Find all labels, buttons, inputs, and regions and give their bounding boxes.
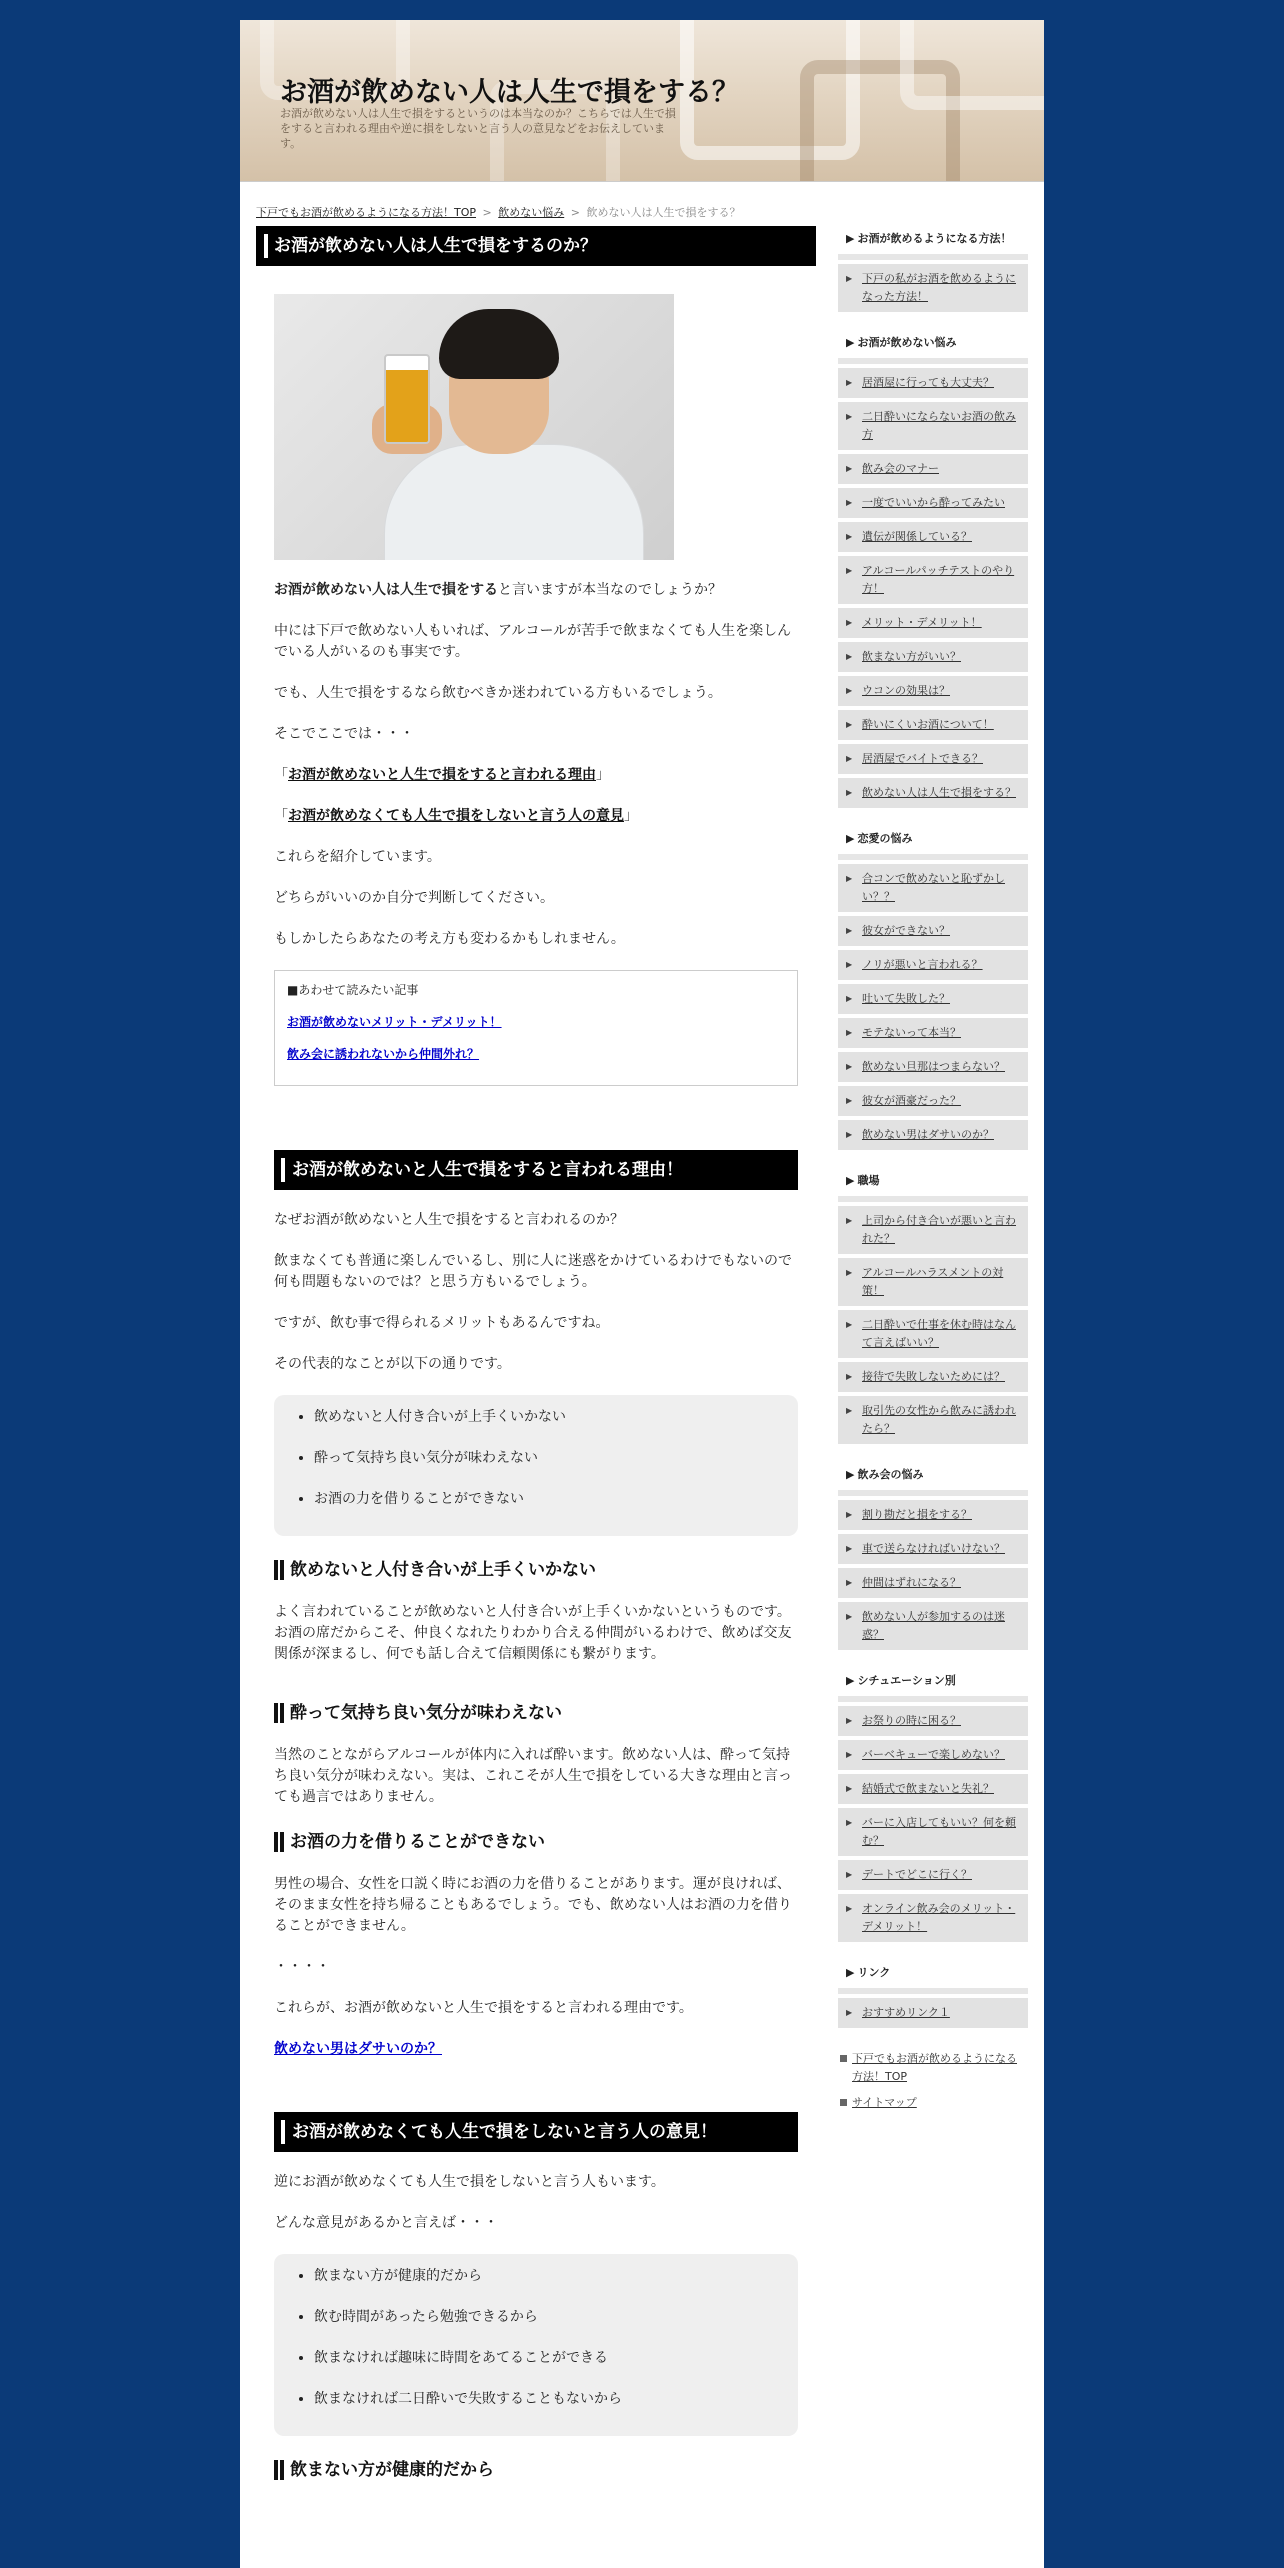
sidebar-item[interactable]: ▶ アルコールパッチテストのやり方！ — [838, 556, 1028, 604]
sidebar-footer-link[interactable]: 下戸でもお酒が飲めるようになる方法！TOP — [838, 2046, 1028, 2090]
sidebar-item[interactable]: ▶ 飲めない人が参加するのは迷惑？ — [838, 1602, 1028, 1650]
sidebar-item[interactable]: ▶ モテないって本当？ — [838, 1018, 1028, 1048]
sidebar-list — [838, 368, 1028, 808]
intro-paragraph: もしかしたらあなたの考え方も変わるかもしれません。 — [274, 931, 625, 947]
intro-paragraph: 中には下戸で飲めない人もいれば、アルコールが苦手で飲まなくても人生を楽しんでいる人がいるのも事実です。 — [274, 623, 792, 660]
triangle-icon: ▶ — [846, 1468, 855, 1481]
breadcrumb — [256, 204, 740, 220]
sidebar-item[interactable]: ▶ 飲めない人は人生で損をする？ — [838, 778, 1028, 808]
page-wrapper — [240, 20, 1044, 2568]
main-content — [256, 226, 816, 2482]
sidebar-group — [838, 1462, 1028, 1650]
sidebar-group-title: ▶ お酒が飲めるようになる方法！ — [838, 226, 1028, 260]
section-paragraph: よく言われていることが飲めないと人付き合いが上手くいかないというものです。お酒の席だからこそ、仲良くなれたりわかり合える仲間がいるわけで、飲めば交友関係が深まるし、何でも話し合えて信頼関係にも繋がります。 — [274, 1604, 792, 1662]
sidebar-item[interactable]: ▶ おすすめリンク１ — [838, 1998, 1028, 2028]
subheading: お酒の力を借りることができない — [274, 1830, 798, 1854]
site-header — [240, 20, 1044, 182]
sidebar-group — [838, 330, 1028, 808]
beer-glass — [384, 354, 430, 444]
section-paragraph: 逆にお酒が飲めなくても人生で損をしないと言う人もいます。 — [274, 2174, 665, 2190]
sidebar-item[interactable]: ▶ デートでどこに行く？ — [838, 1860, 1028, 1890]
sidebar-item[interactable]: ▶ 車で送らなければいけない？ — [838, 1534, 1028, 1564]
section-paragraph: これらが、お酒が飲めないと人生で損をすると言われる理由です。 — [274, 2000, 693, 2016]
related-articles-box — [274, 970, 798, 1086]
section-paragraph: その代表的なことが以下の通りです。 — [274, 1356, 511, 1372]
sidebar-item[interactable]: ▶ 彼女ができない？ — [838, 916, 1028, 946]
list-item: • 飲まなければ二日酔いで失敗することもないから — [314, 2389, 784, 2409]
sidebar-item[interactable]: ▶ 割り勘だと損をする？ — [838, 1500, 1028, 1530]
sidebar-item[interactable]: ▶ 取引先の女性から飲みに誘われたら？ — [838, 1396, 1028, 1444]
sidebar-group-title: ▶ 恋愛の悩み — [838, 826, 1028, 860]
sidebar-item[interactable]: ▶ 合コンで飲めないと恥ずかしい？？ — [838, 864, 1028, 912]
sidebar-item[interactable]: ▶ バーベキューで楽しめない？ — [838, 1740, 1028, 1770]
site-title[interactable]: お酒が飲めない人は人生で損をする？ — [280, 77, 739, 108]
sidebar-group-title: ▶ リンク — [838, 1960, 1028, 1994]
sidebar-item[interactable]: ▶ 二日酔いで仕事を休む時はなんて言えばいい？ — [838, 1310, 1028, 1358]
sidebar-item[interactable]: ▶ 飲めない男はダサいのか？ — [838, 1120, 1028, 1150]
topic-2: 「お酒が飲めなくても人生で損をしないと言う人の意見」 — [274, 808, 638, 824]
sidebar-item[interactable]: ▶ ノリが悪いと言われる？ — [838, 950, 1028, 980]
sidebar-group — [838, 1168, 1028, 1444]
sidebar-list — [838, 864, 1028, 1150]
article-link[interactable]: 飲めない男はダサいのか？ — [274, 2041, 442, 2057]
related-title: ■あわせて読みたい記事 — [287, 983, 419, 997]
sidebar-item[interactable]: ▶ オンライン飲み会のメリット・デメリット！ — [838, 1894, 1028, 1942]
triangle-icon: ▶ — [846, 232, 855, 245]
article-title: お酒が飲めない人は人生で損をするのか？ — [256, 226, 816, 266]
breadcrumb-separator: > — [570, 206, 580, 219]
sidebar — [838, 226, 1028, 2116]
breadcrumb-separator: > — [482, 206, 492, 219]
breadcrumb-home-link[interactable]: 下戸でもお酒が飲めるようになる方法！TOP — [256, 206, 477, 219]
sidebar-item[interactable]: ▶ 飲まない方がいい？ — [838, 642, 1028, 672]
breadcrumb-category-link[interactable]: 飲めない悩み — [498, 206, 565, 219]
sidebar-list — [838, 1206, 1028, 1444]
list-item: • 飲めないと人付き合いが上手くいかない — [314, 1407, 784, 1427]
sidebar-item[interactable]: ▶ 下戸の私がお酒を飲めるようになった方法！ — [838, 264, 1028, 312]
section-paragraph: ですが、飲む事で得られるメリットもあるんですね。 — [274, 1315, 610, 1331]
sidebar-group — [838, 826, 1028, 1150]
opinions-list — [274, 2254, 798, 2436]
header-decoration — [900, 20, 1044, 110]
section-paragraph: 男性の場合、女性を口説く時にお酒の力を借りることがあります。運が良ければ、そのまま女性を持ち帰ることもあるでしょう。でも、飲めない人はお酒の力を借りることができません。 — [274, 1876, 792, 1934]
site-description: お酒が飲めない人は人生で損をするというのは本当なのか？こちらでは人生で損をすると言われる理由や逆に損をしないと言う人の意見などをお伝えしています。 — [280, 107, 676, 150]
sidebar-item[interactable]: ▶ お祭りの時に困る？ — [838, 1706, 1028, 1736]
sidebar-item[interactable]: ▶ 吐いて失敗した？ — [838, 984, 1028, 1014]
related-link[interactable]: お酒が飲めないメリット・デメリット！ — [287, 1015, 502, 1029]
intro-paragraph: そこでここでは・・・ — [274, 726, 414, 742]
section-paragraph: 当然のことながらアルコールが体内に入れば酔います。飲めない人は、酔って気持ち良い気分が味わえない。実は、これこそが人生で損をしている大きな理由と言っても過言ではありません。 — [274, 1747, 792, 1805]
triangle-icon: ▶ — [846, 336, 855, 349]
sidebar-group-title: ▶ 飲み会の悩み — [838, 1462, 1028, 1496]
article-link-paragraph — [274, 2039, 798, 2060]
list-item: • 飲まなければ趣味に時間をあてることができる — [314, 2348, 784, 2368]
reasons-list — [274, 1395, 798, 1536]
sidebar-list — [838, 1706, 1028, 1942]
sidebar-item[interactable]: ▶ 上司から付き合いが悪いと言われた？ — [838, 1206, 1028, 1254]
sidebar-group — [838, 226, 1028, 312]
sidebar-item[interactable]: ▶ メリット・デメリット！ — [838, 608, 1028, 638]
list-item: • お酒の力を借りることができない — [314, 1489, 784, 1509]
intro-paragraph: これらを紹介しています。 — [274, 849, 441, 865]
sidebar-item[interactable]: ▶ 遺伝が関係している？ — [838, 522, 1028, 552]
sidebar-group-title: ▶ 職場 — [838, 1168, 1028, 1202]
sidebar-group — [838, 1668, 1028, 1942]
related-link[interactable]: 飲み会に誘われないから仲間外れ？ — [287, 1047, 480, 1061]
sidebar-item[interactable]: ▶ アルコールハラスメントの対策！ — [838, 1258, 1028, 1306]
sidebar-footer-links — [838, 2046, 1028, 2116]
sidebar-item[interactable]: ▶ バーに入店してもいい？何を頼む？ — [838, 1808, 1028, 1856]
sidebar-list — [838, 1998, 1028, 2028]
intro-paragraph: でも、人生で損をするなら飲むべきか迷われている方もいるでしょう。 — [274, 685, 722, 701]
list-item: • 飲む時間があったら勉強できるから — [314, 2307, 784, 2327]
sidebar-item[interactable]: ▶ ウコンの効果は？ — [838, 676, 1028, 706]
sidebar-group-title: ▶ お酒が飲めない悩み — [838, 330, 1028, 364]
section-paragraph: どんな意見があるかと言えば・・・ — [274, 2215, 498, 2231]
subheading: 飲まない方が健康的だから — [274, 2458, 798, 2482]
subheading: 酔って気持ち良い気分が味わえない — [274, 1701, 798, 1725]
sidebar-footer-link[interactable]: サイトマップ — [838, 2090, 1028, 2116]
intro-lead: お酒が飲めない人は人生で損をすると言いますが本当なのでしょうか？ — [274, 582, 722, 598]
sidebar-item[interactable]: ▶ 酔いにくいお酒について！ — [838, 710, 1028, 740]
list-item: • 飲まない方が健康的だから — [314, 2266, 784, 2286]
triangle-icon: ▶ — [846, 832, 855, 845]
sidebar-group-title: ▶ シチュエーション別 — [838, 1668, 1028, 1702]
sidebar-item[interactable]: ▶ 居酒屋でバイトできる？ — [838, 744, 1028, 774]
sidebar-group — [838, 1960, 1028, 2028]
subheading: 飲めないと人付き合いが上手くいかない — [274, 1558, 798, 1582]
sidebar-item[interactable]: ▶ 彼女が酒豪だった？ — [838, 1086, 1028, 1116]
triangle-icon: ▶ — [846, 1674, 855, 1687]
sidebar-item[interactable]: ▶ 飲み会のマナー — [838, 454, 1028, 484]
topic-1: 「お酒が飲めないと人生で損をすると言われる理由」 — [274, 767, 610, 783]
breadcrumb-current: 飲めない人は人生で損をする？ — [586, 206, 741, 219]
sidebar-list — [838, 1500, 1028, 1650]
intro-paragraph: どちらがいいのか自分で判断してください。 — [274, 890, 554, 906]
section-heading: お酒が飲めないと人生で損をすると言われる理由！ — [274, 1150, 798, 1190]
section-heading: お酒が飲めなくても人生で損をしないと言う人の意見！ — [274, 2112, 798, 2152]
ellipsis-text: ・・・・ — [274, 1959, 330, 1975]
sidebar-list — [838, 264, 1028, 312]
man-with-beer-photo — [274, 294, 674, 560]
list-item: • 酔って気持ち良い気分が味わえない — [314, 1448, 784, 1468]
sidebar-item[interactable]: ▶ 一度でいいから酔ってみたい — [838, 488, 1028, 518]
sidebar-item[interactable]: ▶ 接待で失敗しないためには？ — [838, 1362, 1028, 1392]
sidebar-item[interactable]: ▶ 仲間はずれになる？ — [838, 1568, 1028, 1598]
section-paragraph: 飲まなくても普通に楽しんでいるし、別に人に迷惑をかけているわけでもないので何も問題もないのでは？と思う方もいるでしょう。 — [274, 1253, 792, 1290]
section-paragraph: なぜお酒が飲めないと人生で損をすると言われるのか？ — [274, 1212, 624, 1228]
sidebar-item[interactable]: ▶ 結婚式で飲まないと失礼？ — [838, 1774, 1028, 1804]
sidebar-item[interactable]: ▶ 居酒屋に行っても大丈夫？ — [838, 368, 1028, 398]
sidebar-item[interactable]: ▶ 二日酔いにならないお酒の飲み方 — [838, 402, 1028, 450]
intro-section — [256, 294, 816, 2482]
sidebar-item[interactable]: ▶ 飲めない旦那はつまらない？ — [838, 1052, 1028, 1082]
triangle-icon: ▶ — [846, 1174, 855, 1187]
triangle-icon: ▶ — [846, 1966, 855, 1979]
